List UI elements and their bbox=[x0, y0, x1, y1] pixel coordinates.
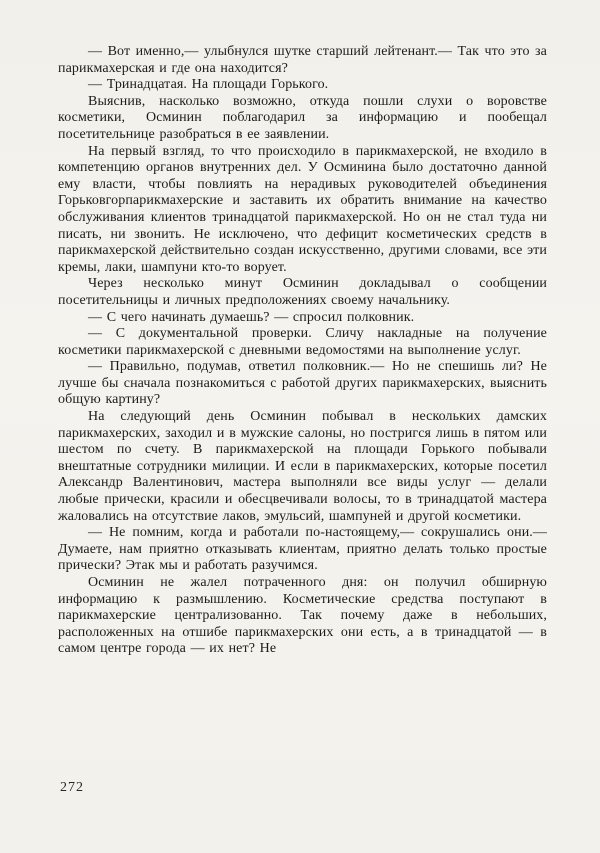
page-number: 272 bbox=[60, 780, 84, 795]
paragraph: Через несколько минут Осминин докладывал о сообщении посетительницы и личных предположениях своему начальнику. bbox=[58, 276, 547, 308]
paragraph: — С чего начинать думаешь? — спросил полковник. bbox=[88, 309, 415, 325]
paragraph: На первый взгляд, то что происходило в парикмахерской, не входило в компетенцию органов внутренних дел. У Осминина было достаточно данной ему власти, чтобы повлиять на нерадивых руководителей объединения Горьковгорпарикмахерские и заставить их обратить внимание на качество обслуживания клиентов тринадцатой парикмахерской. Но он не стал туда ни писать, ни звонить. Не исключено, что дефицит косметических средств в парикмахерской действительно создан искусственно, другими словами, все эти кремы, лаки, шампуни кто-то ворует. bbox=[58, 143, 547, 275]
paragraph: Осминин не жалел потраченного дня: он получил обширную информацию к размышлению. Косметические средства поступают в парикмахерские централизованно. Так почему даже в небольших, расположенных на отшибе парикмахерских они есть, а в тринадцатой — в самом центре города — их нет? Не bbox=[58, 575, 547, 657]
paragraph: — С документальной проверки. Сличу накладные на получение косметики парикмахерской с дневными ведомостями на выполнение услуг. bbox=[58, 326, 547, 358]
paragraph: Выяснив, насколько возможно, откуда пошли слухи о воровстве косметики, Осминин поблагодарил за информацию и пообещал посетительнице разобраться в ее заявлении. bbox=[58, 93, 547, 142]
paragraph: — Правильно, подумав, ответил полковник.— Но не спешишь ли? Не лучше бы сначала познакомиться с работой других парикмахерских, выяснить общую картину? bbox=[58, 359, 547, 408]
paragraph: На следующий день Осминин побывал в нескольких дамских парикмахерских, заходил и в мужские салоны, но постригся лишь в пятом или шестом по счету. В парикмахерской на площади Горького побывали внештатные сотрудники милиции. И если в парикмахерских, которые посетил Александр Валентинович, мастера выполняли все виды услуг — делали любые прически, красили и обесцвечивали волосы, то в тринадцатой мастера жаловались на отсутствие лаков, эмульсий, шампуней и другой косметики. bbox=[58, 409, 547, 524]
paragraph: — Вот именно,— улыбнулся шутке старший лейтенант.— Так что это за парикмахерская и где она находится? bbox=[58, 44, 547, 76]
paragraph: — Не помним, когда и работали по-настоящему,— сокрушались они.— Думаете, нам приятно отказывать клиентам, приятно делать только простые прически? Этак мы и работать разучимся. bbox=[58, 525, 547, 574]
paragraph: — Тринадцатая. На площади Горького. bbox=[88, 77, 329, 93]
page-text bbox=[58, 44, 547, 658]
